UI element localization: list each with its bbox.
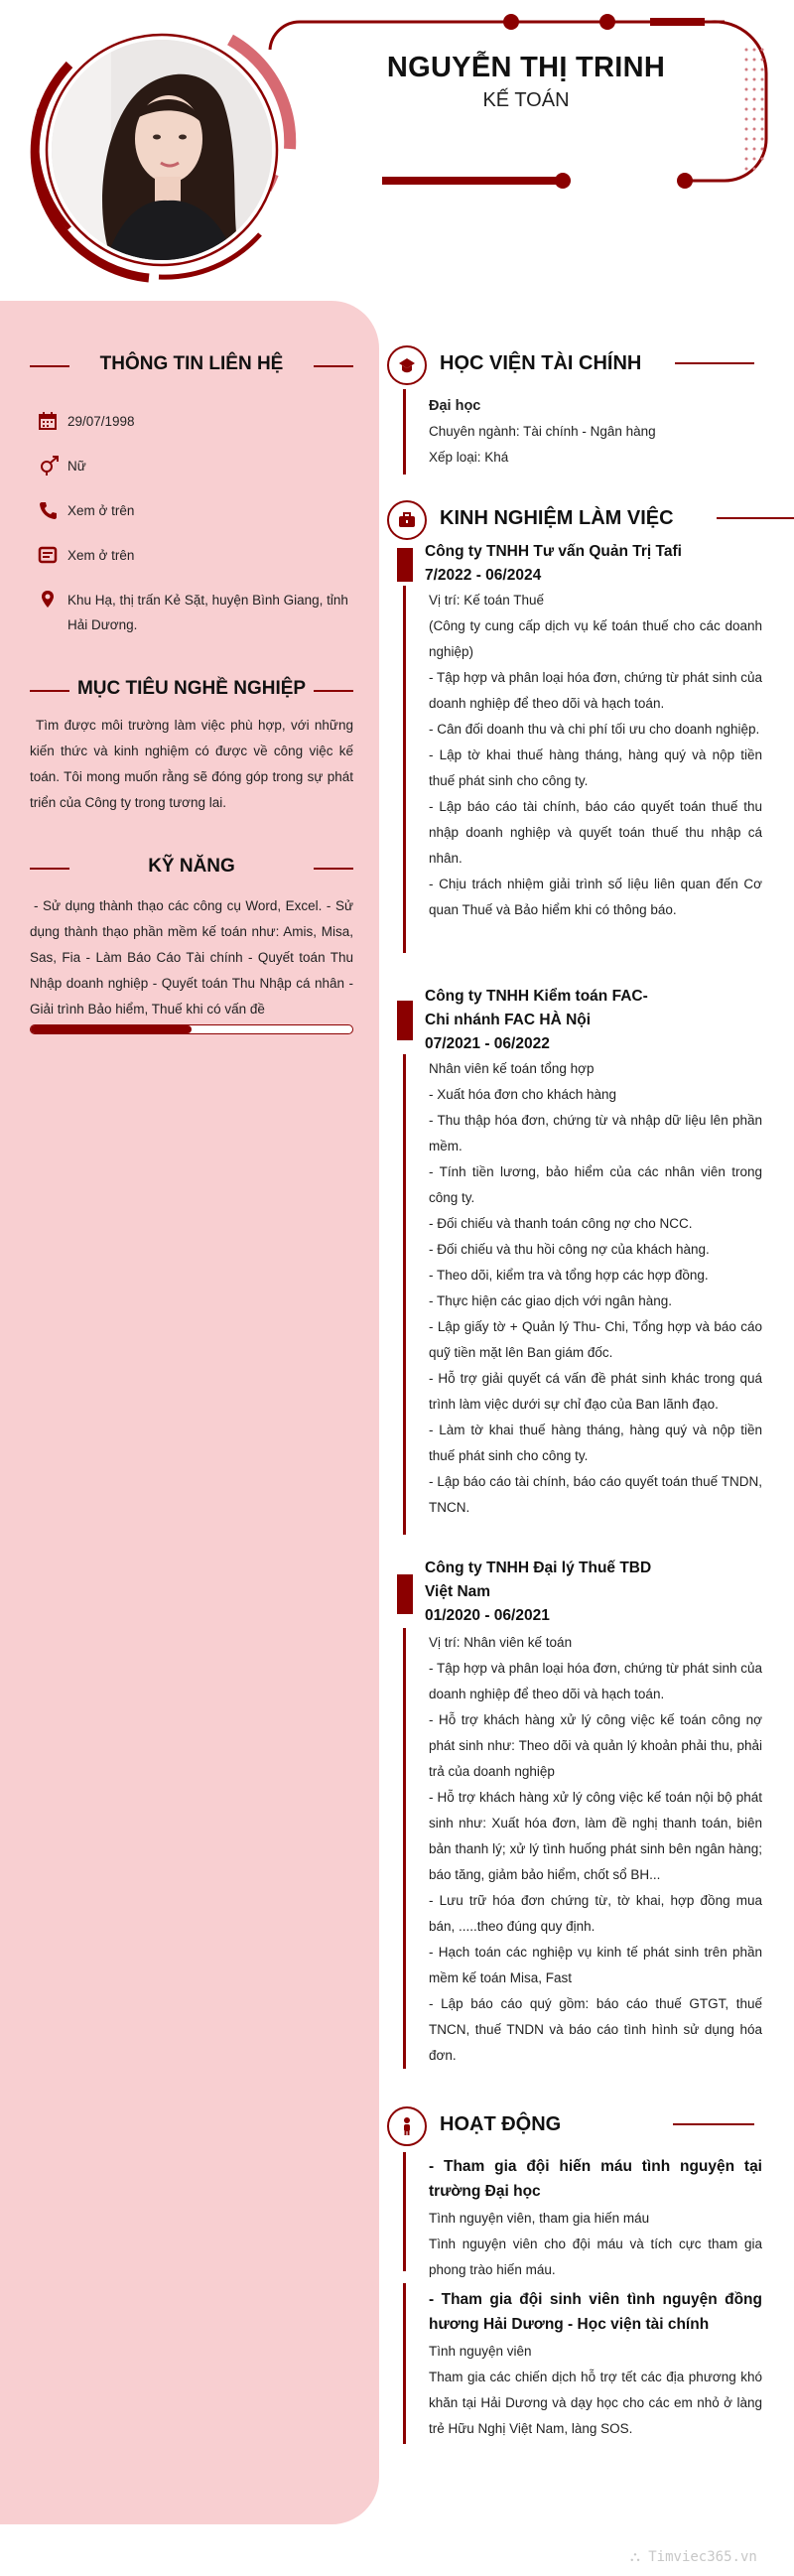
header bbox=[0, 0, 794, 298]
experience-section-title: KINH NGHIỆM LÀM VIỆC bbox=[387, 500, 754, 540]
watermark: ⛬ Timviec365.vn bbox=[630, 2549, 757, 2565]
job-company: Công ty TNHH Tư vấn Quản Trị Tafi bbox=[425, 543, 682, 560]
job-period: 01/2020 - 06/2021 bbox=[425, 1607, 550, 1624]
activity-desc: Tình nguyện viên cho đội máu và tích cực tham gia phong trào hiến máu. bbox=[429, 2237, 762, 2277]
job-company: Công ty TNHH Kiểm toán FAC- Chi nhánh FAC HÀ Nội bbox=[425, 988, 648, 1028]
job-marker bbox=[397, 548, 413, 582]
education-major: Chuyên ngành: Tài chính - Ngân hàng bbox=[429, 424, 656, 439]
email-icon bbox=[38, 545, 60, 565]
education-rank: Xếp loại: Khá bbox=[429, 450, 509, 465]
activity-role: Tình nguyện viên, tham gia hiến máu bbox=[429, 2211, 650, 2226]
skill-level-fill bbox=[31, 1025, 192, 1033]
activity-title: - Tham gia đội sinh viên tình nguyện đồng hương Hải Dương - Học viện tài chính bbox=[429, 2291, 762, 2333]
education-section-title: HỌC VIỆN TÀI CHÍNH bbox=[387, 345, 754, 385]
skill-level-bar bbox=[30, 1024, 353, 1034]
job-details: Vị trí: Kế toán Thuế (Công ty cung cấp dịch vụ kế toán thuế cho các doanh nghiệp) - Tập hợp và phân loại hóa đơn, chứng từ phát sinh của doanh nghiệp để theo dõi và hạch toán. - Cân đối doanh thu và chi phí tối ưu cho doanh nghiệp. - Lập tờ khai thuế hàng tháng, hàng quý và nộp tiền thuế phát sinh cho công ty. - Lập báo cáo tài chính, báo cáo quyết toán thuế thu nhập doanh nghiệp và quyết toán thuế thu nhập cá nhân. - Chịu trách nhiệm giải trình số liệu liên quan đến Cơ quan Thuế và Bảo hiểm khi có thông báo. bbox=[429, 593, 762, 917]
job-timeline-line bbox=[403, 586, 406, 953]
profile-photo bbox=[52, 40, 272, 260]
activity-timeline-line bbox=[403, 2283, 406, 2444]
objective-text: Tìm được môi trường làm việc phù hợp, với những kiến thức và kinh nghiệm có được về công việc kế toán. Tôi mong muốn rằng sẽ đóng góp trong sự phát triển của Công ty trong tương lai. bbox=[30, 718, 353, 810]
calendar-icon bbox=[38, 411, 60, 431]
activities-section-title: HOẠT ĐỘNG bbox=[387, 2106, 754, 2146]
job-period: 7/2022 - 06/2024 bbox=[425, 567, 542, 584]
person-icon bbox=[387, 2106, 427, 2146]
activity-role: Tình nguyện viên bbox=[429, 2344, 532, 2359]
avatar bbox=[52, 40, 272, 260]
objective-section-title: MỤC TIÊU NGHỀ NGHIỆP bbox=[30, 678, 353, 700]
activity-desc: Tham gia các chiến dịch hỗ trợ tết các địa phương khó khăn tại Hải Dương và dạy học cho các em nhỏ ở làng trẻ Hữu Nghị Việt Nam, làng SOS. bbox=[429, 2370, 762, 2436]
job-company: Công ty TNHH Đại lý Thuế TBD Việt Nam bbox=[425, 1559, 652, 1600]
candidate-name: NGUYỄN THỊ TRINH bbox=[386, 52, 666, 83]
contact-section-title: THÔNG TIN LIÊN HỆ bbox=[30, 353, 353, 375]
candidate-role: KẾ TOÁN bbox=[482, 89, 570, 111]
job-marker bbox=[397, 1574, 413, 1614]
education-degree: Đại học bbox=[429, 398, 481, 414]
job-details: Nhân viên kế toán tổng hợp - Xuất hóa đơn cho khách hàng - Thu thập hóa đơn, chứng từ và nhập dữ liệu lên phần mềm. - Tính tiền lương, bảo hiểm của các nhân viên trong công ty. - Đối chiếu và thanh toán công nợ cho NCC. - Đối chiếu và thu hồi công nợ của khách hàng. - Theo dõi, kiểm tra và tổng hợp các hợp đồng. - Thực hiện các giao dịch với ngân hàng. - Lập giấy tờ + Quản lý Thu- Chi, Tổng hợp và báo cáo quỹ tiền mặt lên Ban giám đốc. - Hỗ trợ giải quyết cá vấn đề phát sinh khác trong quá trình làm việc dưới sự chỉ đạo của Ban lãnh đạo. - Làm tờ khai thuế hàng tháng, hàng quý và nộp tiền thuế phát sinh cho công ty. - Lập báo cáo tài chính, báo cáo quyết toán thuế TNDN, TNCN. bbox=[429, 1061, 762, 1515]
phone-icon bbox=[38, 500, 60, 520]
job-timeline-line bbox=[403, 1054, 406, 1535]
skills-text: - Sử dụng thành thạo các công cụ Word, Excel. - Sử dụng thành thạo phần mềm kế toán như: Amis, Misa, Sas, Fia - Làm Báo Cáo Tài chính - Quyết toán Thu Nhập doanh nghiệp - Quyết toán Thu Nhập cá nhân - Giải trình Bảo hiểm, Thuế khi có vấn đề bbox=[30, 898, 353, 1017]
education-timeline-line bbox=[403, 389, 406, 475]
briefcase-icon bbox=[387, 500, 427, 540]
skills-section-title: KỸ NĂNG bbox=[30, 856, 353, 878]
education-icon bbox=[387, 345, 427, 385]
watermark-icon: ⛬ bbox=[630, 2549, 649, 2565]
job-marker bbox=[397, 1001, 413, 1040]
gender-icon bbox=[38, 456, 60, 475]
job-timeline-line bbox=[403, 1628, 406, 2069]
job-details: Vị trí: Nhân viên kế toán - Tập hợp và phân loại hóa đơn, chứng từ phát sinh của doanh nghiệp để theo dõi và hạch toán. - Hỗ trợ khách hàng xử lý công việc kế toán công nợ phát sinh như: Theo dõi và quản lý khoản phải thu, phải trả của doanh nghiệp - Hỗ trợ khách hàng xử lý công việc kế toán nội bộ phát sinh như: Xuất hóa đơn, làm đề nghị thanh toán, biên bản thanh lý; xử lý tình huống phát sinh bên ngân hàng; báo tăng, giảm bảo hiểm, chốt sổ BH... - Lưu trữ hóa đơn chứng từ, tờ khai, hợp đồng mua bán, .....theo đúng quy định. - Hạch toán các nghiệp vụ kinh tế phát sinh trên phần mềm kế toán Misa, Fast - Lập báo cáo quý gồm: báo cáo thuế GTGT, thuế TNCN, thuế TNDN và báo cáo tình hình sử dụng hóa đơn. bbox=[429, 1635, 762, 2063]
location-icon bbox=[38, 590, 60, 610]
job-period: 07/2021 - 06/2022 bbox=[425, 1035, 550, 1052]
activity-title: - Tham gia đội hiến máu tình nguyện tại trường Đại học bbox=[429, 2158, 762, 2200]
activity-timeline-line bbox=[403, 2152, 406, 2271]
